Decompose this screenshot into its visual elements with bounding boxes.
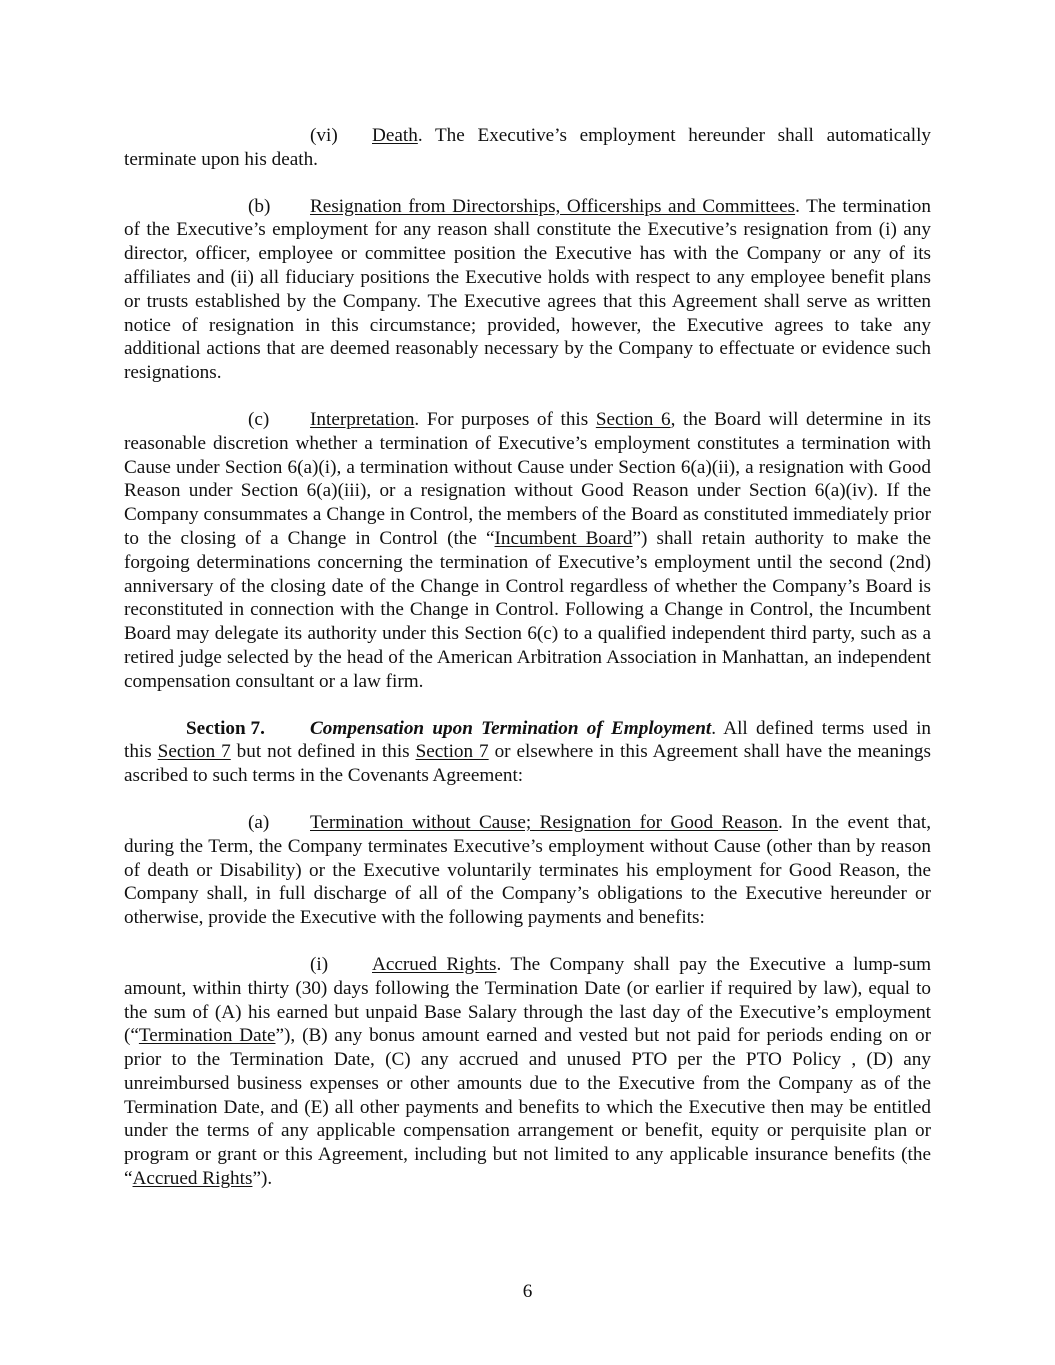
paragraph-heading: Resignation from Directorships, Officerships and Committees: [310, 195, 796, 217]
paragraph-text: ”) shall retain authority to make the forgoing determinations concerning the termination of Executive’s employment until the second (2nd) anniversary of the closing date of the Change in Control regardless of whether the Company’s Board is reconstituted in connection with the Change in Control. Following a Change in Control, the Incumbent Board may delegate its authority under this Section 6(c) to a qualified independent third party, such as a retired judge selected by the head of the American Arbitration Association in Manhattan, an independent compensation consultant or a law firm.: [124, 527, 932, 692]
paragraph-text: ”), (B) any bonus amount earned and vested but not paid for periods ending on or prior to the Termination Date, (C) any accrued and unused PTO per the PTO Policy , (D) any unreimbursed business expenses or other amounts due to the Executive from the Company as of the Termination Date, and (E) all other payments and benefits to which the Executive then may be entitled under the terms of any applicable compensation arrangement or benefit, equity or perquisite plan or program or grant or this Agreement, including but not limited to any applicable insurance benefits (the “: [124, 1025, 931, 1190]
section-number: Section 7.: [186, 717, 265, 739]
paragraph-text: ”).: [252, 1168, 273, 1190]
paragraph-number: (b): [248, 195, 271, 217]
paragraph-number: (a): [248, 811, 270, 833]
paragraph-heading: Accrued Rights: [372, 953, 497, 975]
section-reference: Section 7: [415, 741, 489, 763]
paragraph-text: . The Company shall pay the Executive a lump-sum amount, within thirty (30) days following the Termination Date (or earlier if required by law), equal to the sum of (A) his earned but unpaid Base Salary through the last day of the Executive’s employment (“: [124, 953, 931, 1047]
paragraph-text: . All defined terms used in this: [124, 717, 932, 763]
defined-term: Incumbent Board: [494, 527, 633, 549]
section-reference: Section 6: [595, 408, 671, 430]
section-reference: Section 7: [157, 741, 231, 763]
paragraph-heading: Termination without Cause; Resignation for Good Reason: [310, 811, 778, 833]
page-number: 6: [522, 1281, 533, 1302]
paragraph-i-accrued-rights: [124, 953, 931, 1191]
paragraph-heading: Death: [372, 125, 418, 146]
paragraph-text: but not defined in this: [230, 741, 416, 763]
paragraph-a-termination: [124, 811, 931, 930]
paragraph-number: (vi): [310, 125, 338, 146]
section-7-heading-paragraph: [124, 717, 931, 788]
defined-term: Accrued Rights: [132, 1168, 253, 1190]
section-title: Compensation upon Termination of Employment: [310, 717, 712, 739]
paragraph-text: or elsewhere in this Agreement shall have the meanings ascribed to such terms in the Covenants Agreement:: [124, 741, 931, 787]
paragraph-heading: Interpretation: [310, 408, 415, 430]
paragraph-number: (c): [248, 408, 270, 430]
document-page: [124, 124, 931, 1191]
paragraph-text: . The termination of the Executive’s employment for any reason shall constitute the Executive’s resignation from (i) any director, officer, employee or committee position the Executive has with the Company or any of its affiliates and (ii) all fiduciary positions the Executive holds with respect to any employee benefit plans or trusts established by the Company. The Executive agrees that this Agreement shall serve as written notice of resignation in this circumstance; provided, however, the Executive agrees to take any additional actions that are deemed reasonably necessary by the Company to effectuate or evidence such resignations.: [124, 195, 931, 384]
paragraph-text: , the Board will determine in its reasonable discretion whether a termination of Executive’s employment constitutes a termination with Cause under Section 6(a)(i), a termination without Cause under Section 6(a)(ii), a resignation with Good Reason under Section 6(a)(iii), or a resignation without Good Reason under Section 6(a)(iv). If the Company consummates a Change in Control, the members of the Board as constituted immediately prior to the closing of a Change in Control (the “: [124, 408, 932, 549]
paragraph-vi-death: [124, 124, 931, 172]
defined-term: Termination Date: [138, 1025, 276, 1047]
paragraph-number: (i): [310, 953, 329, 975]
paragraph-text: . The Executive’s employment hereunder shall automatically terminate upon his death.: [124, 125, 931, 170]
paragraph-text: . In the event that, during the Term, the Company terminates Executive’s employment without Cause (other than by reason of death or Disability) or the Executive voluntarily terminates his employment for Good Reason, the Company shall, in full discharge of all of the Company’s obligations to the Executive hereunder or otherwise, provide the Executive with the following payments and benefits:: [124, 811, 931, 929]
paragraph-text: . For purposes of this: [414, 408, 596, 430]
paragraph-b-resignation: [124, 195, 931, 385]
paragraph-c-interpretation: [124, 408, 931, 694]
